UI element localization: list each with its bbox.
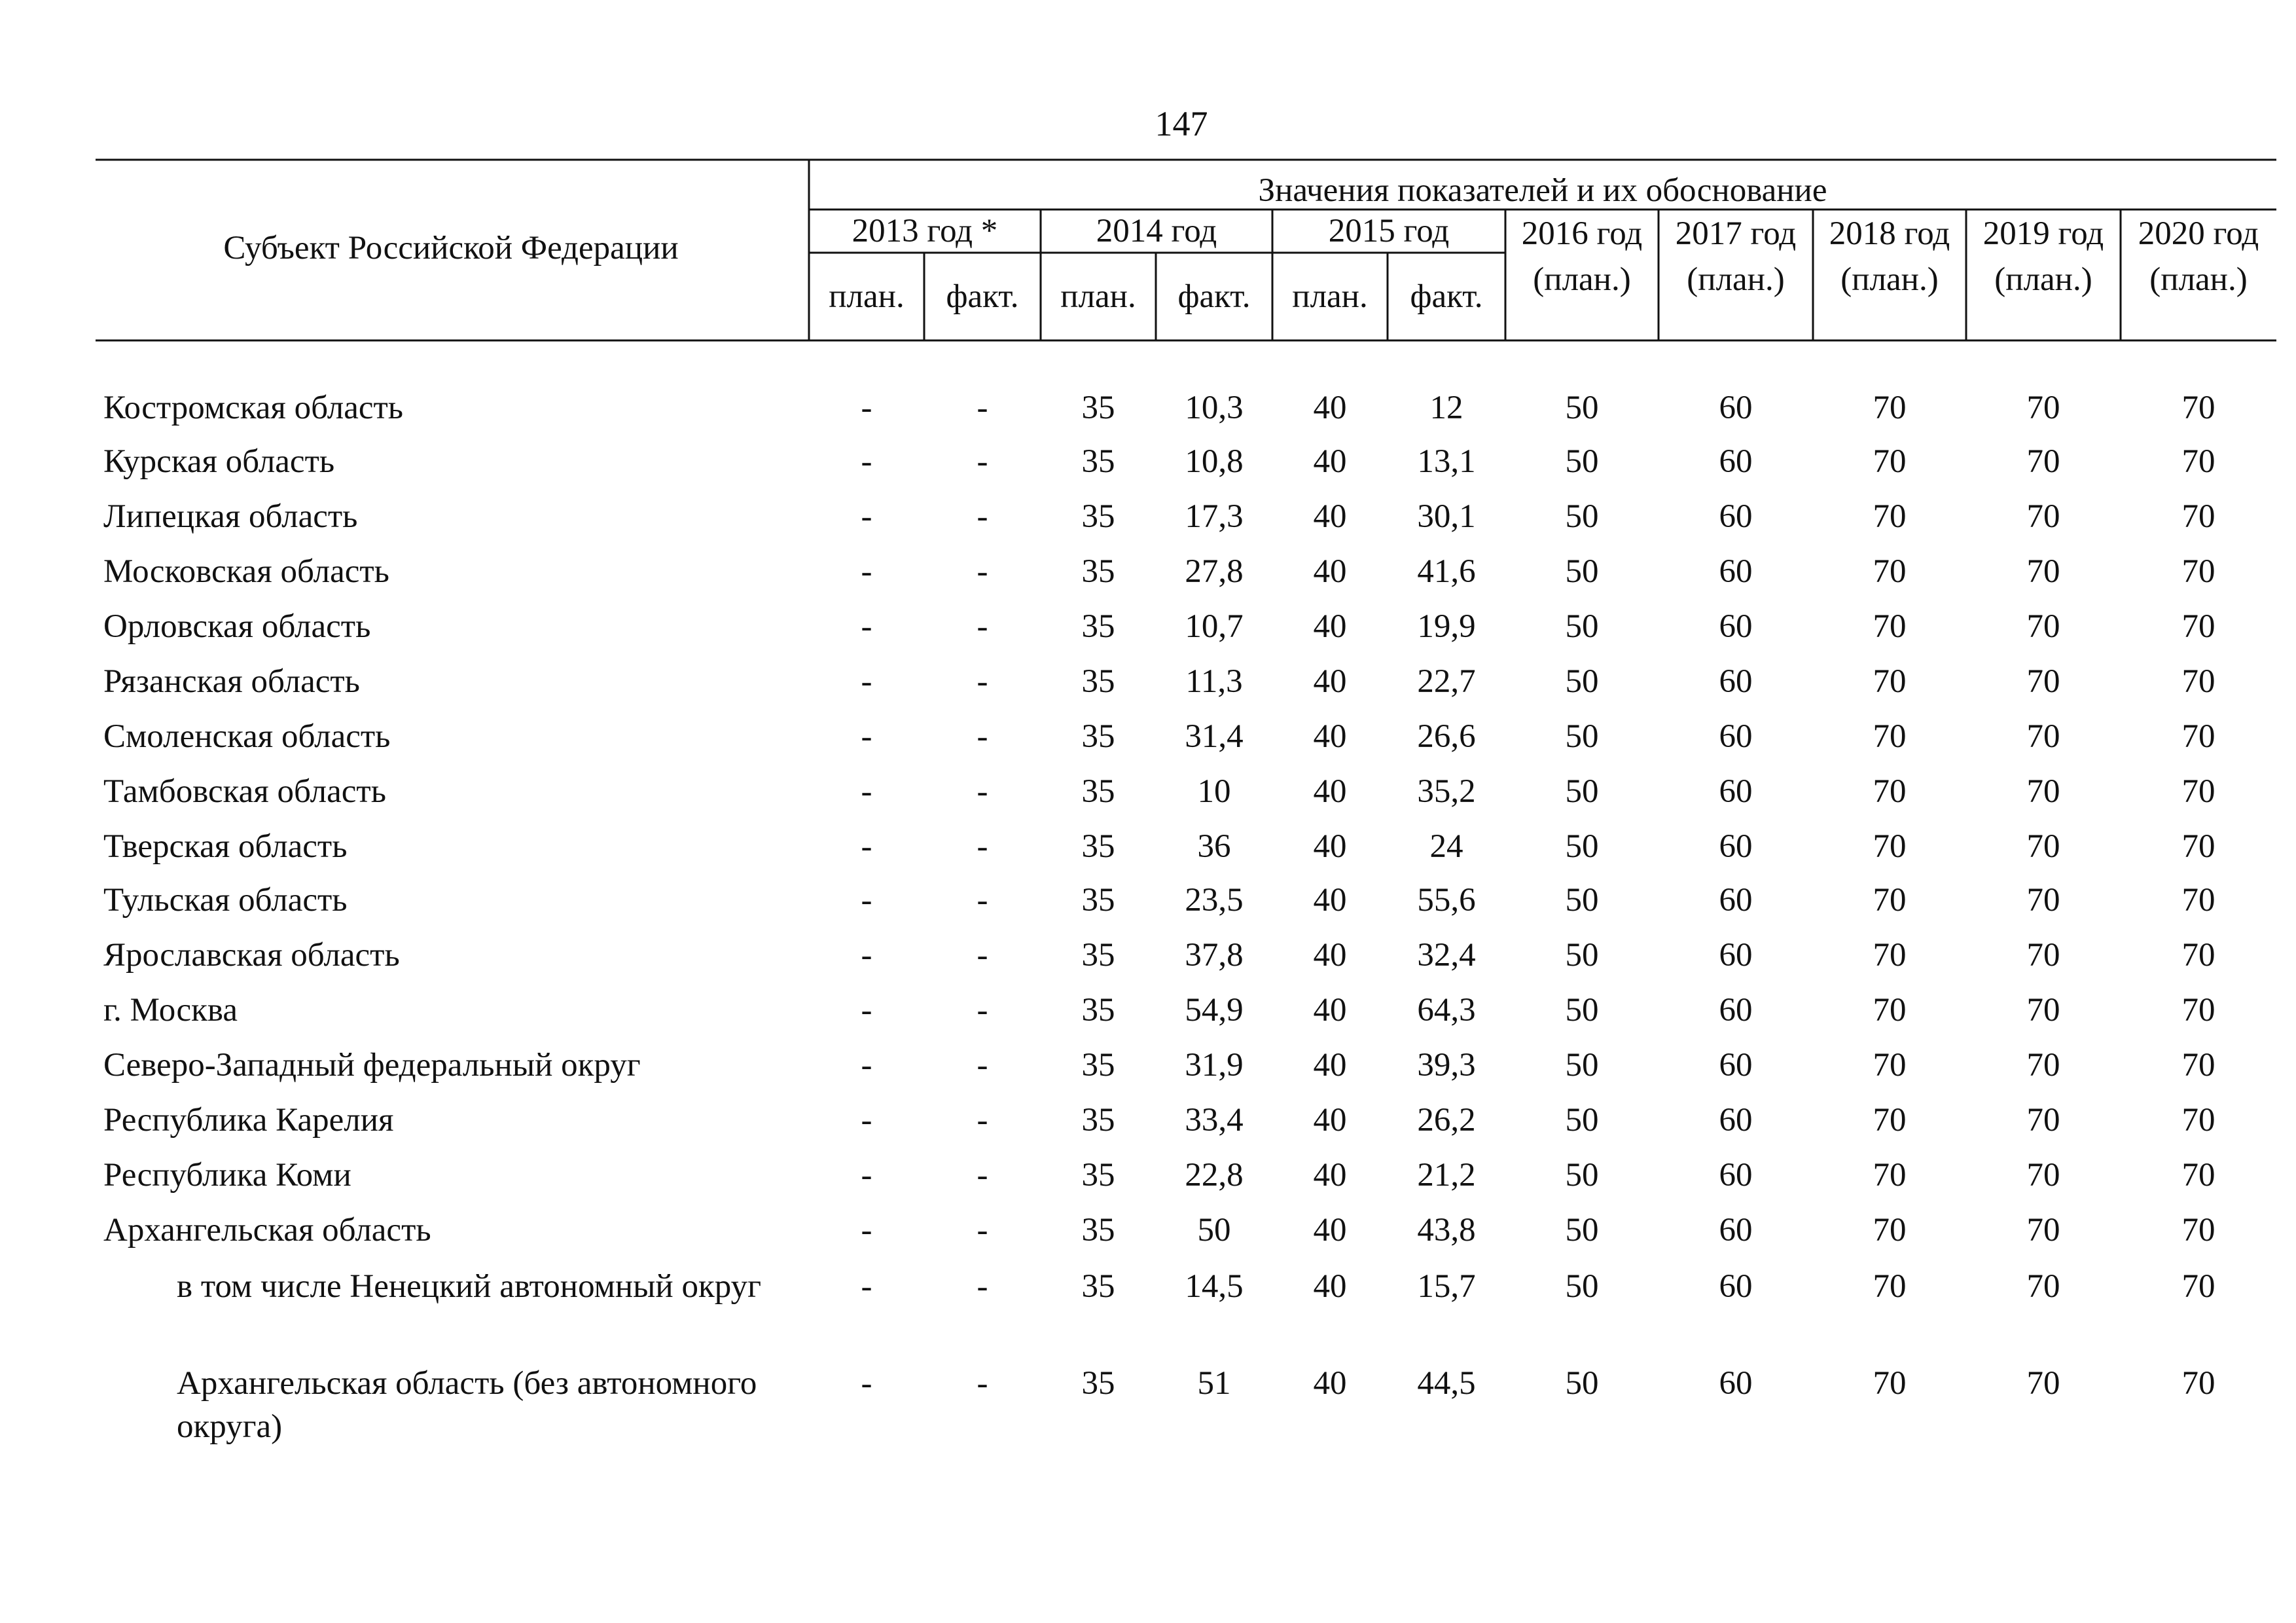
cell-2020: 70 — [2181, 390, 2215, 426]
cell-2017: 60 — [1719, 1212, 1753, 1249]
cell-2018: 70 — [1873, 1047, 1907, 1084]
cell-2016: 50 — [1565, 1212, 1599, 1249]
cell-2013-fact: - — [977, 1157, 988, 1194]
cell-2013-fact: - — [977, 1047, 988, 1084]
cell-2020: 70 — [2181, 1102, 2215, 1139]
cell-2015-fact: 15,7 — [1417, 1268, 1476, 1305]
cell-2019: 70 — [2026, 718, 2060, 755]
row-subject: Архангельская область (без автономного округа) — [177, 1365, 757, 1445]
cell-2013-fact: - — [977, 1212, 988, 1249]
cell-2013-plan: - — [861, 1212, 872, 1249]
cell-2016: 50 — [1565, 498, 1599, 535]
cell-2019: 70 — [2026, 498, 2060, 535]
cell-2013-plan: - — [861, 882, 872, 919]
cell-2018: 70 — [1873, 882, 1907, 919]
cell-2018: 70 — [1873, 718, 1907, 755]
cell-2015-fact: 13,1 — [1417, 443, 1476, 480]
cell-2014-plan: 35 — [1081, 498, 1115, 535]
cell-2018: 70 — [1873, 1268, 1907, 1305]
cell-2014-plan: 35 — [1081, 718, 1115, 755]
cell-2016: 50 — [1565, 718, 1599, 755]
header-2013-plan: план. — [829, 278, 905, 315]
header-subject-label: Субъект Российской Федерации — [223, 230, 679, 266]
cell-2016: 50 — [1565, 937, 1599, 974]
cell-2014-plan: 35 — [1081, 553, 1115, 590]
cell-2018: 70 — [1873, 1212, 1907, 1249]
cell-2014-fact: 10,3 — [1185, 390, 1244, 426]
cell-2014-fact: 23,5 — [1185, 882, 1244, 919]
cell-2013-plan: - — [861, 390, 872, 426]
cell-2015-fact: 26,6 — [1417, 718, 1476, 755]
header-2014-fact: факт. — [1177, 278, 1251, 315]
cell-2014-plan: 35 — [1081, 773, 1115, 810]
cell-2020: 70 — [2181, 773, 2215, 810]
row-subject: Архангельская область — [103, 1212, 431, 1249]
cell-2016: 50 — [1565, 553, 1599, 590]
cell-2013-plan: - — [861, 1047, 872, 1084]
row-subject: Тверская область — [103, 828, 348, 865]
header-2013-fact: факт. — [946, 278, 1019, 315]
cell-2015-fact: 22,7 — [1417, 663, 1476, 700]
cell-2013-fact: - — [977, 992, 988, 1029]
header-values-label: Значения показателей и их обоснование — [1258, 172, 1827, 209]
cell-2017: 60 — [1719, 498, 1753, 535]
cell-2015-plan: 40 — [1313, 1047, 1347, 1084]
cell-2019: 70 — [2026, 1212, 2060, 1249]
cell-2017: 60 — [1719, 608, 1753, 645]
cell-2014-fact: 31,4 — [1185, 718, 1244, 755]
header-2014-plan: план. — [1060, 278, 1136, 315]
row-subject: Тамбовская область — [103, 773, 386, 810]
cell-2016: 50 — [1565, 663, 1599, 700]
cell-2020: 70 — [2181, 1268, 2215, 1305]
cell-2013-fact: - — [977, 443, 988, 480]
cell-2015-fact: 24 — [1429, 828, 1463, 865]
header-2015-plan: план. — [1292, 278, 1368, 315]
cell-2017: 60 — [1719, 718, 1753, 755]
cell-2020: 70 — [2181, 1157, 2215, 1194]
cell-2014-fact: 17,3 — [1185, 498, 1244, 535]
cell-2014-plan: 35 — [1081, 828, 1115, 865]
cell-2015-fact: 43,8 — [1417, 1212, 1476, 1249]
cell-2015-plan: 40 — [1313, 443, 1347, 480]
row-subject: Орловская область — [103, 608, 371, 645]
header-year-2020: 2020 год (план.) — [2138, 215, 2259, 298]
cell-2018: 70 — [1873, 390, 1907, 426]
cell-2016: 50 — [1565, 1268, 1599, 1305]
cell-2015-fact: 41,6 — [1417, 553, 1476, 590]
cell-2013-fact: - — [977, 882, 988, 919]
header-2015-fact: факт. — [1410, 278, 1483, 315]
cell-2013-fact: - — [977, 937, 988, 974]
cell-2020: 70 — [2181, 718, 2215, 755]
cell-2014-fact: 14,5 — [1185, 1268, 1244, 1305]
cell-2014-plan: 35 — [1081, 1268, 1115, 1305]
cell-2015-fact: 44,5 — [1417, 1365, 1476, 1402]
cell-2015-plan: 40 — [1313, 608, 1347, 645]
cell-2014-fact: 36 — [1197, 828, 1231, 865]
cell-2017: 60 — [1719, 1157, 1753, 1194]
header-year-2013: 2013 год * — [852, 213, 998, 249]
cell-2016: 50 — [1565, 1047, 1599, 1084]
cell-2018: 70 — [1873, 608, 1907, 645]
cell-2013-fact: - — [977, 608, 988, 645]
row-subject: Тульская область — [103, 882, 348, 919]
header-year-2016: 2016 год (план.) — [1521, 215, 1643, 298]
cell-2015-plan: 40 — [1313, 1212, 1347, 1249]
cell-2016: 50 — [1565, 443, 1599, 480]
cell-2013-plan: - — [861, 773, 872, 810]
cell-2019: 70 — [2026, 663, 2060, 700]
cell-2020: 70 — [2181, 1365, 2215, 1402]
cell-2014-fact: 51 — [1197, 1365, 1231, 1402]
cell-2014-plan: 35 — [1081, 1212, 1115, 1249]
cell-2018: 70 — [1873, 553, 1907, 590]
cell-2014-fact: 54,9 — [1185, 992, 1244, 1029]
cell-2014-plan: 35 — [1081, 608, 1115, 645]
cell-2019: 70 — [2026, 1157, 2060, 1194]
cell-2013-fact: - — [977, 390, 988, 426]
cell-2014-plan: 35 — [1081, 1047, 1115, 1084]
header-year-2018: 2018 год (план.) — [1829, 215, 1950, 298]
cell-2017: 60 — [1719, 1102, 1753, 1139]
cell-2014-fact: 27,8 — [1185, 553, 1244, 590]
cell-2014-fact: 11,3 — [1185, 663, 1243, 700]
cell-2013-plan: - — [861, 992, 872, 1029]
cell-2017: 60 — [1719, 443, 1753, 480]
cell-2013-plan: - — [861, 608, 872, 645]
cell-2020: 70 — [2181, 828, 2215, 865]
cell-2015-fact: 32,4 — [1417, 937, 1476, 974]
cell-2019: 70 — [2026, 1268, 2060, 1305]
cell-2019: 70 — [2026, 828, 2060, 865]
cell-2019: 70 — [2026, 882, 2060, 919]
cell-2020: 70 — [2181, 498, 2215, 535]
row-subject: Костромская область — [103, 390, 404, 426]
row-subject: Курская область — [103, 443, 335, 480]
cell-2016: 50 — [1565, 390, 1599, 426]
cell-2013-fact: - — [977, 498, 988, 535]
cell-2014-plan: 35 — [1081, 937, 1115, 974]
cell-2020: 70 — [2181, 663, 2215, 700]
cell-2013-fact: - — [977, 1268, 988, 1305]
cell-2013-plan: - — [861, 718, 872, 755]
cell-2019: 70 — [2026, 608, 2060, 645]
table-row — [0, 1265, 2296, 1357]
cell-2015-fact: 12 — [1429, 390, 1463, 426]
cell-2017: 60 — [1719, 1268, 1753, 1305]
cell-2017: 60 — [1719, 1047, 1753, 1084]
cell-2013-plan: - — [861, 498, 872, 535]
cell-2020: 70 — [2181, 937, 2215, 974]
cell-2014-fact: 22,8 — [1185, 1157, 1244, 1194]
cell-2014-plan: 35 — [1081, 390, 1115, 426]
cell-2016: 50 — [1565, 1102, 1599, 1139]
cell-2014-fact: 10 — [1197, 773, 1231, 810]
row-subject: Московская область — [103, 553, 389, 590]
row-subject: г. Москва — [103, 992, 238, 1029]
cell-2018: 70 — [1873, 937, 1907, 974]
row-subject: Смоленская область — [103, 718, 391, 755]
row-subject: Северо-Западный федеральный округ — [103, 1047, 641, 1084]
page-number: 147 — [1155, 104, 1208, 143]
cell-2018: 70 — [1873, 1365, 1907, 1402]
cell-2017: 60 — [1719, 773, 1753, 810]
cell-2017: 60 — [1719, 882, 1753, 919]
cell-2020: 70 — [2181, 1047, 2215, 1084]
cell-2015-plan: 40 — [1313, 718, 1347, 755]
row-subject: Липецкая область — [103, 498, 358, 535]
cell-2020: 70 — [2181, 882, 2215, 919]
cell-2019: 70 — [2026, 553, 2060, 590]
cell-2013-fact: - — [977, 553, 988, 590]
cell-2017: 60 — [1719, 663, 1753, 700]
header-year-2019: 2019 год (план.) — [1982, 215, 2104, 298]
cell-2015-plan: 40 — [1313, 1102, 1347, 1139]
cell-2014-plan: 35 — [1081, 1157, 1115, 1194]
cell-2015-fact: 39,3 — [1417, 1047, 1476, 1084]
cell-2013-plan: - — [861, 1365, 872, 1402]
cell-2019: 70 — [2026, 1365, 2060, 1402]
cell-2019: 70 — [2026, 937, 2060, 974]
cell-2013-fact: - — [977, 1365, 988, 1402]
cell-2015-plan: 40 — [1313, 1268, 1347, 1305]
cell-2019: 70 — [2026, 443, 2060, 480]
cell-2013-fact: - — [977, 828, 988, 865]
table-row — [0, 1362, 2296, 1453]
cell-2017: 60 — [1719, 937, 1753, 974]
cell-2014-fact: 33,4 — [1185, 1102, 1244, 1139]
cell-2015-plan: 40 — [1313, 992, 1347, 1029]
cell-2013-plan: - — [861, 553, 872, 590]
cell-2015-plan: 40 — [1313, 828, 1347, 865]
cell-2015-plan: 40 — [1313, 1157, 1347, 1194]
cell-2014-fact: 31,9 — [1185, 1047, 1244, 1084]
cell-2013-plan: - — [861, 443, 872, 480]
cell-2018: 70 — [1873, 1157, 1907, 1194]
cell-2019: 70 — [2026, 390, 2060, 426]
cell-2018: 70 — [1873, 828, 1907, 865]
cell-2016: 50 — [1565, 882, 1599, 919]
cell-2013-plan: - — [861, 663, 872, 700]
row-subject: Рязанская область — [103, 663, 360, 700]
cell-2020: 70 — [2181, 608, 2215, 645]
cell-2019: 70 — [2026, 1047, 2060, 1084]
header-year-2014: 2014 год — [1096, 213, 1217, 249]
cell-2014-fact: 10,8 — [1185, 443, 1244, 480]
cell-2013-plan: - — [861, 828, 872, 865]
cell-2015-plan: 40 — [1313, 498, 1347, 535]
cell-2015-fact: 64,3 — [1417, 992, 1476, 1029]
cell-2014-plan: 35 — [1081, 1102, 1115, 1139]
cell-2018: 70 — [1873, 1102, 1907, 1139]
row-subject: в том числе Ненецкий автономный округ — [177, 1268, 761, 1305]
row-subject: Республика Карелия — [103, 1102, 394, 1139]
cell-2017: 60 — [1719, 828, 1753, 865]
cell-2018: 70 — [1873, 498, 1907, 535]
cell-2016: 50 — [1565, 992, 1599, 1029]
cell-2016: 50 — [1565, 1365, 1599, 1402]
cell-2015-fact: 21,2 — [1417, 1157, 1476, 1194]
cell-2015-fact: 35,2 — [1417, 773, 1476, 810]
cell-2020: 70 — [2181, 992, 2215, 1029]
cell-2017: 60 — [1719, 992, 1753, 1029]
cell-2015-fact: 19,9 — [1417, 608, 1476, 645]
cell-2017: 60 — [1719, 553, 1753, 590]
cell-2015-plan: 40 — [1313, 553, 1347, 590]
cell-2020: 70 — [2181, 553, 2215, 590]
cell-2014-plan: 35 — [1081, 882, 1115, 919]
row-subject: Ярославская область — [103, 937, 400, 974]
cell-2013-fact: - — [977, 663, 988, 700]
cell-2018: 70 — [1873, 663, 1907, 700]
cell-2015-plan: 40 — [1313, 937, 1347, 974]
cell-2014-plan: 35 — [1081, 663, 1115, 700]
cell-2019: 70 — [2026, 992, 2060, 1029]
cell-2019: 70 — [2026, 773, 2060, 810]
cell-2020: 70 — [2181, 443, 2215, 480]
cell-2016: 50 — [1565, 1157, 1599, 1194]
cell-2017: 60 — [1719, 390, 1753, 426]
cell-2017: 60 — [1719, 1365, 1753, 1402]
cell-2015-fact: 26,2 — [1417, 1102, 1476, 1139]
row-subject: Республика Коми — [103, 1157, 351, 1194]
cell-2013-plan: - — [861, 937, 872, 974]
cell-2014-plan: 35 — [1081, 1365, 1115, 1402]
cell-2016: 50 — [1565, 828, 1599, 865]
cell-2014-plan: 35 — [1081, 992, 1115, 1029]
cell-2019: 70 — [2026, 1102, 2060, 1139]
cell-2013-fact: - — [977, 1102, 988, 1139]
cell-2018: 70 — [1873, 443, 1907, 480]
cell-2013-fact: - — [977, 773, 988, 810]
cell-2016: 50 — [1565, 608, 1599, 645]
cell-2013-plan: - — [861, 1102, 872, 1139]
cell-2014-fact: 37,8 — [1185, 937, 1244, 974]
cell-2013-plan: - — [861, 1157, 872, 1194]
cell-2015-plan: 40 — [1313, 390, 1347, 426]
cell-2020: 70 — [2181, 1212, 2215, 1249]
cell-2018: 70 — [1873, 992, 1907, 1029]
cell-2014-fact: 50 — [1197, 1212, 1231, 1249]
cell-2016: 50 — [1565, 773, 1599, 810]
cell-2015-plan: 40 — [1313, 663, 1347, 700]
cell-2014-plan: 35 — [1081, 443, 1115, 480]
cell-2015-plan: 40 — [1313, 773, 1347, 810]
cell-2015-fact: 30,1 — [1417, 498, 1476, 535]
header-year-2015: 2015 год — [1328, 213, 1450, 249]
cell-2013-fact: - — [977, 718, 988, 755]
cell-2014-fact: 10,7 — [1185, 608, 1244, 645]
cell-2015-fact: 55,6 — [1417, 882, 1476, 919]
cell-2015-plan: 40 — [1313, 1365, 1347, 1402]
cell-2013-plan: - — [861, 1268, 872, 1305]
header-year-2017: 2017 год (план.) — [1675, 215, 1797, 298]
cell-2018: 70 — [1873, 773, 1907, 810]
cell-2015-plan: 40 — [1313, 882, 1347, 919]
